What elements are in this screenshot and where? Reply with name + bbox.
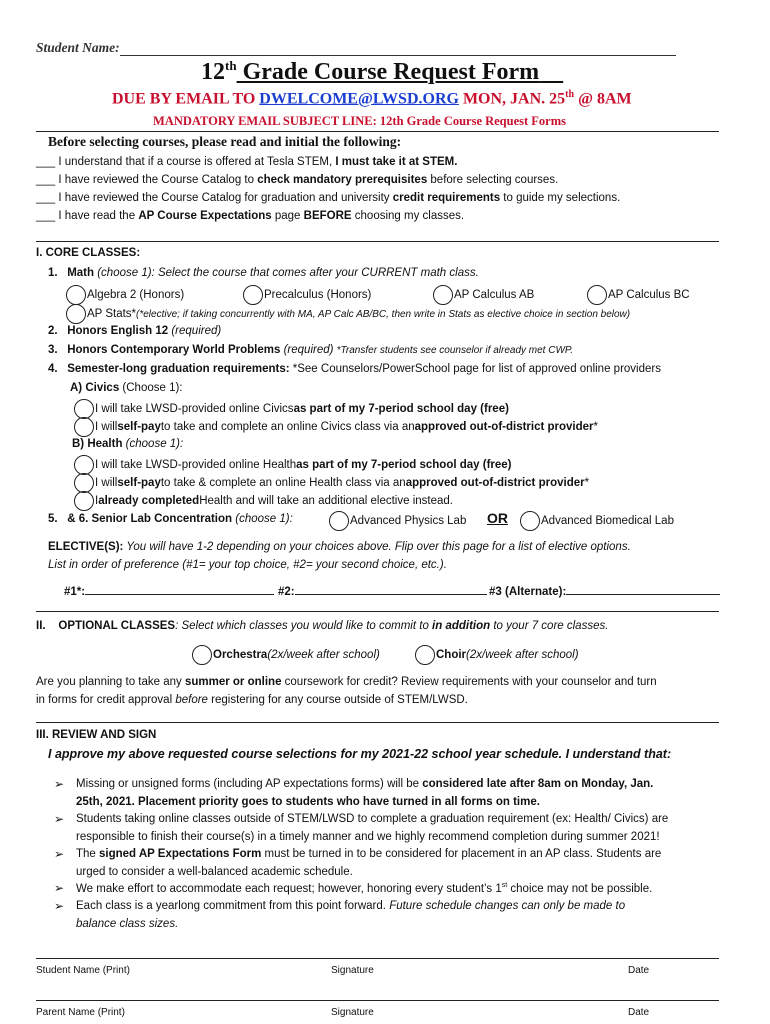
- radio-circle[interactable]: [74, 491, 94, 511]
- review-bullet-cont: balance class sizes.: [76, 918, 179, 930]
- core-item-cwp: 3. Honors Contemporary World Problems (required) *Transfer students see counselor if already met CWP.: [48, 344, 574, 356]
- radio-circle[interactable]: [74, 455, 94, 475]
- review-bullet: Missing or unsigned forms (including AP expectations forms) will be considered late after 8am on Monday, Jan.: [76, 778, 654, 790]
- divider: [36, 611, 719, 612]
- optional-heading: II. OPTIONAL CLASSES: Select which classes you would like to commit to in addition to your 7 core classes.: [36, 620, 609, 632]
- intro-item[interactable]: ___ I have reviewed the Course Catalog for graduation and university credit requirements to guide my selections.: [36, 192, 621, 204]
- checkbox-circle[interactable]: [192, 645, 212, 665]
- core-item-senior-lab: 5. & 6. Senior Lab Concentration (choose 1):: [48, 513, 293, 525]
- checkbox-circle[interactable]: [415, 645, 435, 665]
- math-option-ap-calc-bc[interactable]: AP Calculus BC: [587, 285, 690, 305]
- review-bullet: Each class is a yearlong commitment from this point forward. Future schedule changes can only be made to: [76, 900, 626, 912]
- radio-circle[interactable]: [74, 473, 94, 493]
- core-heading: I. CORE CLASSES:: [36, 247, 141, 259]
- divider: [36, 241, 719, 242]
- health-heading: B) Health (choose 1):: [72, 438, 184, 450]
- parent-print-label: Parent Name (Print): [36, 1007, 125, 1018]
- radio-circle[interactable]: [433, 285, 453, 305]
- bullet-arrow-icon: ➢: [54, 881, 65, 895]
- bullet-arrow-icon: ➢: [54, 812, 65, 826]
- radio-circle[interactable]: [66, 304, 86, 324]
- math-option-ap-stats[interactable]: AP Stats* (*elective; if taking concurrently with MA, AP Calc AB/BC, then write in Stats as elective choice in section below): [66, 304, 630, 324]
- math-row: 1. Math (choose 1): Select the course that comes after your CURRENT math class.: [48, 267, 479, 279]
- elective-heading: ELECTIVE(S): You will have 1-2 depending on your choices above. Flip over this page for a list of elective options.: [48, 541, 631, 553]
- core-item-grad-req: 4. Semester-long graduation requirements: *See Counselors/PowerSchool page for list of approved online providers: [48, 363, 661, 375]
- bullet-arrow-icon: ➢: [54, 777, 65, 791]
- intro-heading: Before selecting courses, please read and initial the following:: [48, 134, 402, 149]
- intro-item[interactable]: ___ I have read the AP Course Expectations page BEFORE choosing my classes.: [36, 210, 465, 222]
- elective-note: List in order of preference (#1= your top choice, #2= your second choice, etc.).: [48, 559, 447, 571]
- radio-circle[interactable]: [520, 511, 540, 531]
- bullet-arrow-icon: ➢: [54, 899, 65, 913]
- lab-option-physics[interactable]: Advanced Physics Lab: [329, 511, 466, 531]
- lab-option-biomedical[interactable]: Advanced Biomedical Lab: [520, 511, 674, 531]
- due-line: DUE BY EMAIL TO DWELCOME@LWSD.ORG MON, JAN. 25th @ 8AM: [112, 89, 632, 108]
- elective-slot-3[interactable]: #3 (Alternate):: [489, 584, 720, 598]
- page-title: 12th Grade Course Request Form: [201, 58, 540, 85]
- review-statement: I approve my above requested course selections for my 2021-22 school year schedule. I understand that:: [48, 747, 672, 761]
- subject-line: MANDATORY EMAIL SUBJECT LINE: 12th Grade Course Request Forms: [153, 114, 567, 128]
- health-option-lwsd[interactable]: I will take LWSD-provided online Health as part of my 7-period school day (free): [74, 455, 512, 475]
- math-option-precalculus[interactable]: Precalculus (Honors): [243, 285, 371, 305]
- review-bullet-cont: responsible to finish their course(s) in a timely manner and we highly recommend completion during summer 2021!: [76, 831, 660, 843]
- radio-circle[interactable]: [66, 285, 86, 305]
- divider: [36, 131, 719, 132]
- civics-heading: A) Civics (Choose 1):: [70, 382, 183, 394]
- radio-circle[interactable]: [243, 285, 263, 305]
- summer-note-line2: in forms for credit approval before registering for any course outside of STEM/LWSD.: [36, 694, 468, 706]
- signature-line-parent[interactable]: [36, 1000, 719, 1001]
- divider: [36, 722, 719, 723]
- radio-circle[interactable]: [329, 511, 349, 531]
- summer-note: Are you planning to take any summer or online coursework for credit? Review requirements with your counselor and turn: [36, 676, 657, 688]
- intro-item[interactable]: ___ I understand that if a course is offered at Tesla STEM, I must take it at STEM.: [36, 156, 458, 168]
- radio-circle[interactable]: [74, 417, 94, 437]
- radio-circle[interactable]: [74, 399, 94, 419]
- bullet-arrow-icon: ➢: [54, 847, 65, 861]
- health-option-self-pay[interactable]: I will self-pay to take & complete an online Health class via an approved out-of-district provider *: [74, 473, 589, 493]
- student-name-label: Student Name:: [36, 40, 676, 56]
- review-bullet-cont: urged to consider a well-balanced academic schedule.: [76, 866, 353, 878]
- math-option-algebra2[interactable]: Algebra 2 (Honors): [66, 285, 184, 305]
- health-option-completed[interactable]: I already completed Health and will take an additional elective instead.: [74, 491, 453, 511]
- civics-option-self-pay[interactable]: I will self-pay to take and complete an online Civics class via an approved out-of-district provider *: [74, 417, 598, 437]
- optional-choir[interactable]: Choir (2x/week after school): [415, 645, 579, 665]
- elective-slot-1[interactable]: #1*:: [64, 584, 274, 598]
- review-heading: III. REVIEW AND SIGN: [36, 729, 157, 741]
- student-print-label: Student Name (Print): [36, 965, 130, 976]
- lab-or-label: OR: [487, 510, 508, 526]
- due-email-link[interactable]: DWELCOME@LWSD.ORG: [259, 90, 459, 108]
- optional-orchestra[interactable]: Orchestra (2x/week after school): [192, 645, 380, 665]
- parent-signature-label: Signature: [331, 1007, 374, 1018]
- radio-circle[interactable]: [587, 285, 607, 305]
- review-bullet: We make effort to accommodate each request; however, honoring every student’s 1st choice may not be possible.: [76, 882, 653, 895]
- math-option-ap-calc-ab[interactable]: AP Calculus AB: [433, 285, 534, 305]
- signature-line-student[interactable]: [36, 958, 719, 959]
- review-bullet: Students taking online classes outside of STEM/LWSD to complete a graduation requirement (ex: Health/ Civics) are: [76, 813, 669, 825]
- civics-option-lwsd[interactable]: I will take LWSD-provided online Civics as part of my 7-period school day (free): [74, 399, 509, 419]
- intro-item[interactable]: ___ I have reviewed the Course Catalog to check mandatory prerequisites before selecting courses.: [36, 174, 559, 186]
- parent-date-label: Date: [628, 1007, 650, 1018]
- student-signature-label: Signature: [331, 965, 374, 976]
- core-item-english: 2. Honors English 12 (required): [48, 325, 222, 337]
- student-name-field[interactable]: [120, 44, 676, 56]
- review-bullet: The signed AP Expectations Form must be turned in to be considered for placement in an AP class. Students are: [76, 848, 662, 860]
- review-bullet-cont: 25th, 2021. Placement priority goes to students who have turned in all forms on time.: [76, 796, 540, 808]
- elective-slot-2[interactable]: #2:: [278, 584, 487, 598]
- student-date-label: Date: [628, 965, 650, 976]
